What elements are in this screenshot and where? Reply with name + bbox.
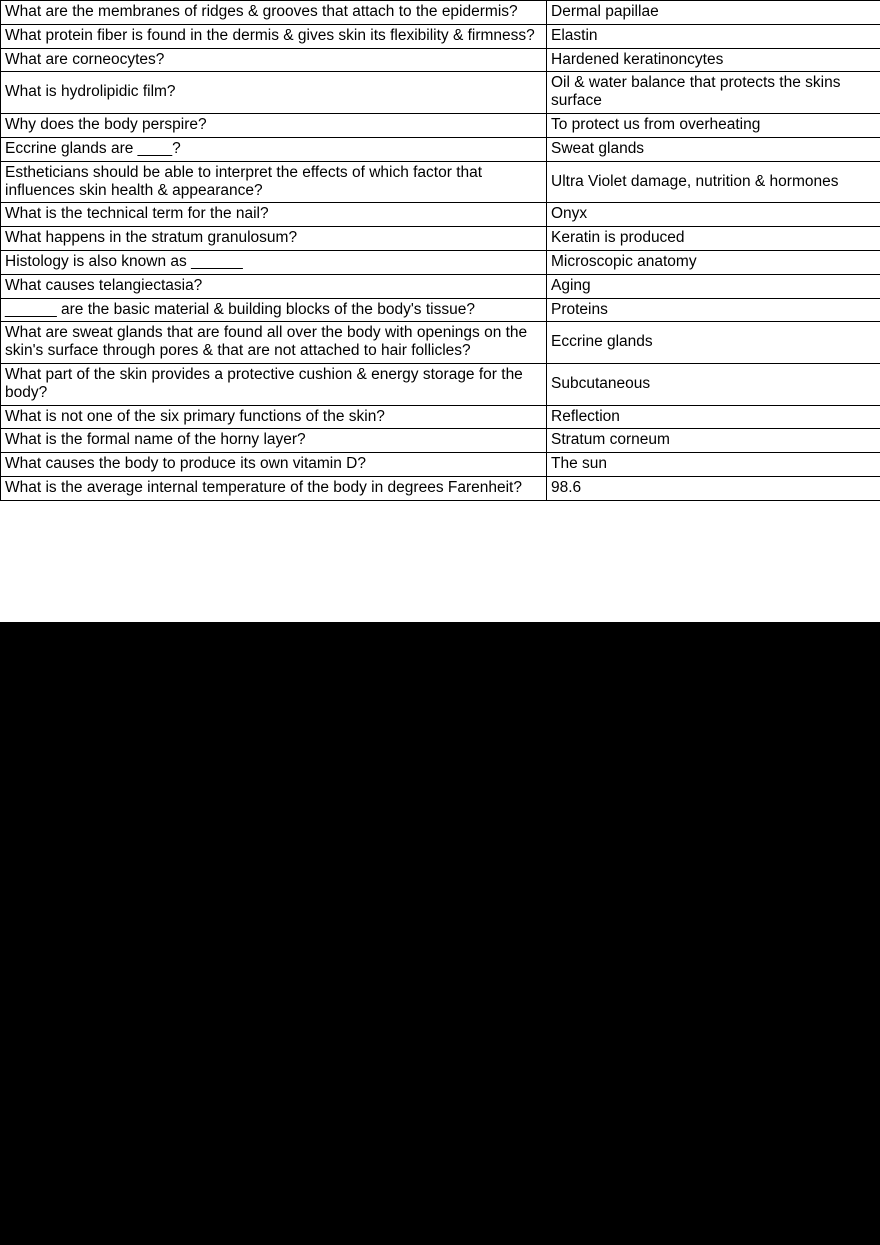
table-row — [1, 405, 880, 429]
answer-cell: Eccrine glands — [547, 322, 880, 364]
answer-cell: Stratum corneum — [547, 429, 880, 453]
answer-cell: The sun — [547, 453, 880, 477]
qa-table — [0, 0, 880, 501]
answer-cell: Reflection — [547, 405, 880, 429]
question-cell: What part of the skin provides a protective cushion & energy storage for the body? — [1, 364, 547, 406]
table-row — [1, 137, 880, 161]
question-cell: What is the formal name of the horny layer? — [1, 429, 547, 453]
table-row — [1, 161, 880, 203]
question-cell: What causes telangiectasia? — [1, 274, 547, 298]
answer-cell: Oil & water balance that protects the skins surface — [547, 72, 880, 114]
table-row — [1, 274, 880, 298]
question-cell: Histology is also known as ______ — [1, 250, 547, 274]
table-row — [1, 227, 880, 251]
table-row — [1, 203, 880, 227]
answer-cell: Keratin is produced — [547, 227, 880, 251]
answer-cell: Ultra Violet damage, nutrition & hormones — [547, 161, 880, 203]
table-row — [1, 364, 880, 406]
answer-cell: Hardened keratinoncytes — [547, 48, 880, 72]
answer-cell: Microscopic anatomy — [547, 250, 880, 274]
question-cell: ______ are the basic material & building blocks of the body's tissue? — [1, 298, 547, 322]
table-row — [1, 322, 880, 364]
table-row — [1, 429, 880, 453]
answer-cell: Proteins — [547, 298, 880, 322]
question-cell: What is not one of the six primary functions of the skin? — [1, 405, 547, 429]
question-cell: What are sweat glands that are found all over the body with openings on the skin's surface through pores & that are not attached to hair follicles? — [1, 322, 547, 364]
answer-cell: To protect us from overheating — [547, 114, 880, 138]
question-cell: Eccrine glands are ____? — [1, 137, 547, 161]
answer-cell: Aging — [547, 274, 880, 298]
table-row — [1, 114, 880, 138]
question-cell: Estheticians should be able to interpret the effects of which factor that influences skin health & appearance? — [1, 161, 547, 203]
answer-cell: Subcutaneous — [547, 364, 880, 406]
table-row — [1, 1, 880, 25]
question-cell: What are corneocytes? — [1, 48, 547, 72]
answer-cell: Onyx — [547, 203, 880, 227]
qa-table-body — [1, 1, 880, 501]
question-cell: What are the membranes of ridges & grooves that attach to the epidermis? — [1, 1, 547, 25]
question-cell: What is the average internal temperature of the body in degrees Farenheit? — [1, 477, 547, 501]
answer-cell: Dermal papillae — [547, 1, 880, 25]
question-cell: What causes the body to produce its own vitamin D? — [1, 453, 547, 477]
question-cell: What happens in the stratum granulosum? — [1, 227, 547, 251]
table-row — [1, 453, 880, 477]
question-cell: What protein fiber is found in the dermis & gives skin its flexibility & firmness? — [1, 24, 547, 48]
question-cell: Why does the body perspire? — [1, 114, 547, 138]
answer-cell: Sweat glands — [547, 137, 880, 161]
answer-cell: Elastin — [547, 24, 880, 48]
table-row — [1, 250, 880, 274]
table-row — [1, 24, 880, 48]
question-cell: What is hydrolipidic film? — [1, 72, 547, 114]
answer-cell: 98.6 — [547, 477, 880, 501]
table-row — [1, 72, 880, 114]
question-cell: What is the technical term for the nail? — [1, 203, 547, 227]
flashcard-sheet — [0, 0, 880, 622]
table-row — [1, 477, 880, 501]
table-row — [1, 298, 880, 322]
table-row — [1, 48, 880, 72]
